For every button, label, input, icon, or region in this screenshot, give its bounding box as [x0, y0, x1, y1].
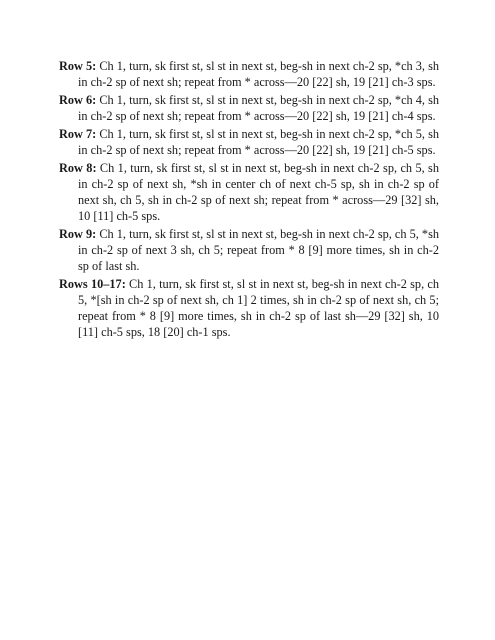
pattern-row-7	[59, 126, 439, 158]
row-text: Ch 1, turn, sk first st, sl st in next st, beg-sh in next ch-2 sp, *ch 5, sh in ch-2 sp of next sh; repeat from * across—20 [22] sh, 19 [21] ch-5 sps.	[78, 127, 440, 157]
pattern-rows-10-17	[59, 276, 439, 340]
row-text: Ch 1, turn, sk first st, sl st in next st, beg-sh in next ch-2 sp, ch 5, *[sh in ch-2 sp of next sh, ch 1] 2 times, sh in ch-2 sp of next sh, ch 5; repeat from * 8 [9] more times, sh in ch-2 sp of last sh—29 [32] sh, 10 [11] ch-5 sps, 18 [20] ch-1 sps.	[78, 277, 440, 339]
row-label: Row 6:	[59, 93, 97, 107]
row-text: Ch 1, turn, sk first st, sl st in next st, beg-sh in next ch-2 sp, *ch 3, sh in ch-2 sp of next sh; repeat from * across—20 [22] sh, 19 [21] ch-3 sps.	[78, 59, 440, 89]
pattern-row-8	[59, 160, 439, 224]
row-text: Ch 1, turn, sk first st, sl st in next st, beg-sh in next ch-2 sp, *ch 4, sh in ch-2 sp of next sh; repeat from * across—20 [22] sh, 19 [21] ch-4 sps.	[78, 93, 440, 123]
row-text: Ch 1, turn, sk first st, sl st in next st, beg-sh in next ch-2 sp, ch 5, sh in ch-2 sp of next sh, *sh in center ch of next ch-5 sp, sh in ch-2 sp of next sh, ch 5, sh in ch-2 sp of next sh; repeat from * across—29 [32] sh, 10 [11] ch-5 sps.	[78, 161, 439, 223]
row-label: Row 7:	[59, 127, 97, 141]
pattern-instructions	[59, 58, 439, 342]
row-text: Ch 1, turn, sk first st, sl st in next st, beg-sh in next ch-2 sp, ch 5, *sh in ch-2 sp of next 3 sh, ch 5; repeat from * 8 [9] more times, sh in ch-2 sp of last sh.	[78, 227, 440, 273]
row-label: Row 8:	[59, 161, 97, 175]
row-label: Rows 10–17:	[59, 277, 126, 291]
pattern-row-9	[59, 226, 439, 274]
pattern-row-6	[59, 92, 439, 124]
row-label: Row 5:	[59, 59, 97, 73]
pattern-row-5	[59, 58, 439, 90]
row-label: Row 9:	[59, 227, 97, 241]
